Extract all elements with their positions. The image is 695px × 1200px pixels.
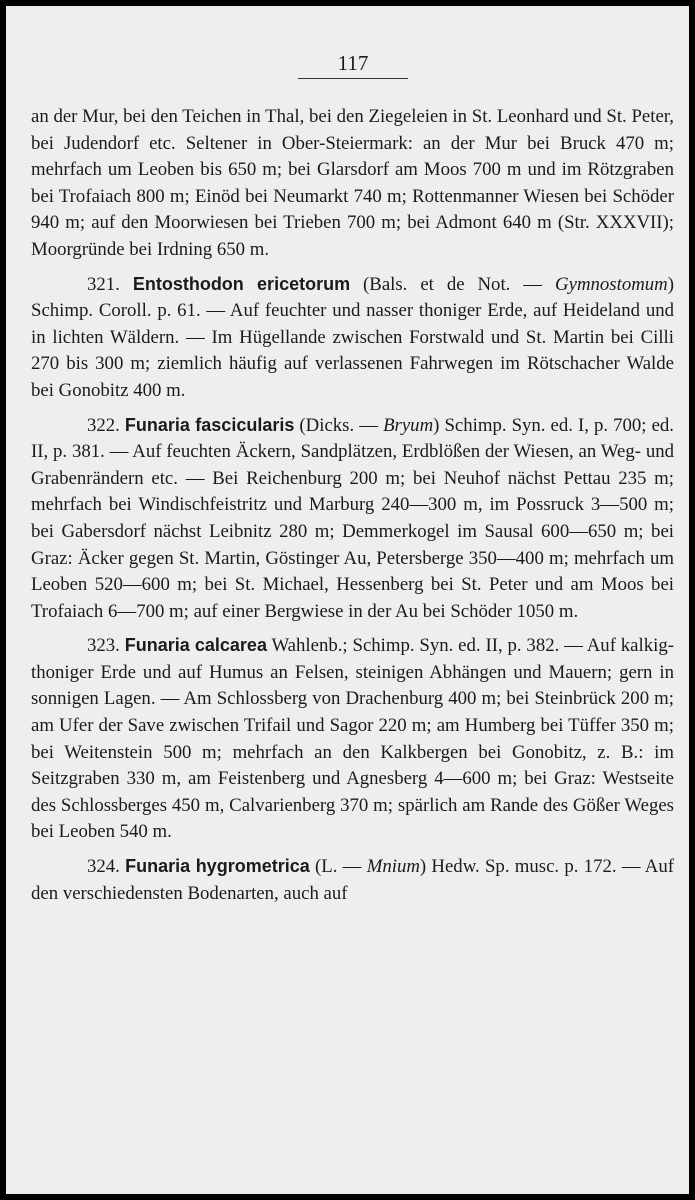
species-name: Funaria fascicularis <box>124 414 295 435</box>
entry-synonym: Gymnostomum <box>555 273 668 295</box>
entry-number: 324. <box>87 856 120 878</box>
entry-number: 322. <box>87 414 120 436</box>
entry-number: 323. <box>87 635 120 657</box>
entry-synonym: Bryum <box>383 414 434 436</box>
entry-text: Auf kalkig-thoniger Erde und auf Humus an Felsen, steinigen Abhängen und Mauern; gern in sonnigen Lagen. — Am Schlossberg von Drachenburg 400 m; bei Steinbrück 200 m; am Ufer der Save zwischen Trifail und Sagor 220 m; am Humberg bei Tüffer 350 m; bei Weitenstein 500 m; mehrfach an den Kalkbergen bei Gonobitz, z. B.: im Seitzgraben 330 m, am Feistenberg und Agnesberg 4—600 m; bei Graz: Westseite des Schlossberges 450 m, Calvarienberg 370 m; spärlich am Rande des Gößer Weges bei Leoben 540 m. <box>31 635 674 843</box>
species-entry-322 <box>31 412 674 626</box>
book-page <box>6 6 689 1194</box>
page-body <box>31 104 674 914</box>
species-entry-324 <box>31 853 674 907</box>
entry-text: ) Schimp. Coroll. p. 61. — Auf feuchter und nasser thoniger Erde, auf Heideland und in lichten Wäldern. — Im Hügellande zwischen Forstwald und St. Martin bei Cilli 270 bis 300 m; ziemlich häufig auf verlassenen Fahrwegen im Rötschacher Walde bei Gonobitz 400 m. <box>31 273 674 401</box>
entry-synonym: Mnium <box>366 856 420 878</box>
continuation-paragraph: an der Mur, bei den Teichen in Thal, bei den Ziegeleien in St. Leonhard und St. Peter, bei Judendorf etc. Seltener in Ober-Steiermark: an der Mur bei Bruck 470 m; mehrfach um Leoben bis 650 m; bei Glarsdorf am Moos 700 m und im Rötzgraben bei Trofaiach 800 m; Einöd bei Neumarkt 740 m; Rottenmanner Wiesen bei Schöder 940 m; auf den Moorwiesen bei Trieben 700 m; bei Admont 640 m (Str. XXXVII); Moorgründe bei Irdning 650 m. <box>31 106 674 260</box>
species-name: Funaria hygrometrica <box>125 856 310 877</box>
species-entry-323 <box>31 632 674 846</box>
entry-author: Wahlenb.; Schimp. Syn. ed. II, p. 382. — <box>266 635 587 657</box>
page-number-rule <box>298 78 408 79</box>
species-entry-321 <box>31 271 674 405</box>
species-name: Funaria calcarea <box>124 635 267 656</box>
entry-text: ) Hedw. Sp. musc. p. 172. — Auf den verschiedensten Bodenarten, auch auf <box>31 856 674 904</box>
species-name: Entosthodon ericetorum <box>132 273 351 294</box>
entry-text: ) Schimp. Syn. ed. I, p. 700; ed. II, p. 381. — Auf feuchten Äckern, Sandplätzen, Erdblößen der Wiesen, an Weg- und Grabenrändern etc. — Bei Reichenburg 200 m; bei Neuhof nächst Pettau 235 m; mehrfach bei Windischfeistritz und Marburg 240—300 m, im Possruck 3—500 m; bei Gabersdorf nächst Leibnitz 280 m; Demmerkogel im Sausal 600—650 m; bei Graz: Äcker gegen St. Martin, Göstinger Au, Petersberge 350—400 m; mehrfach um Leoben 520—600 m; bei St. Michael, Hessenberg bei St. Peter und am Moos bei Trofaiach 6—700 m; auf einer Bergwiese in der Au bei Schöder 1050 m. <box>31 414 674 622</box>
page-number: 117 <box>337 51 369 75</box>
entry-number: 321. <box>87 273 120 295</box>
entry-author: (Dicks. — <box>294 414 384 436</box>
entry-author: (L. — <box>309 856 367 878</box>
entry-author: (Bals. et de Not. — <box>350 273 556 295</box>
